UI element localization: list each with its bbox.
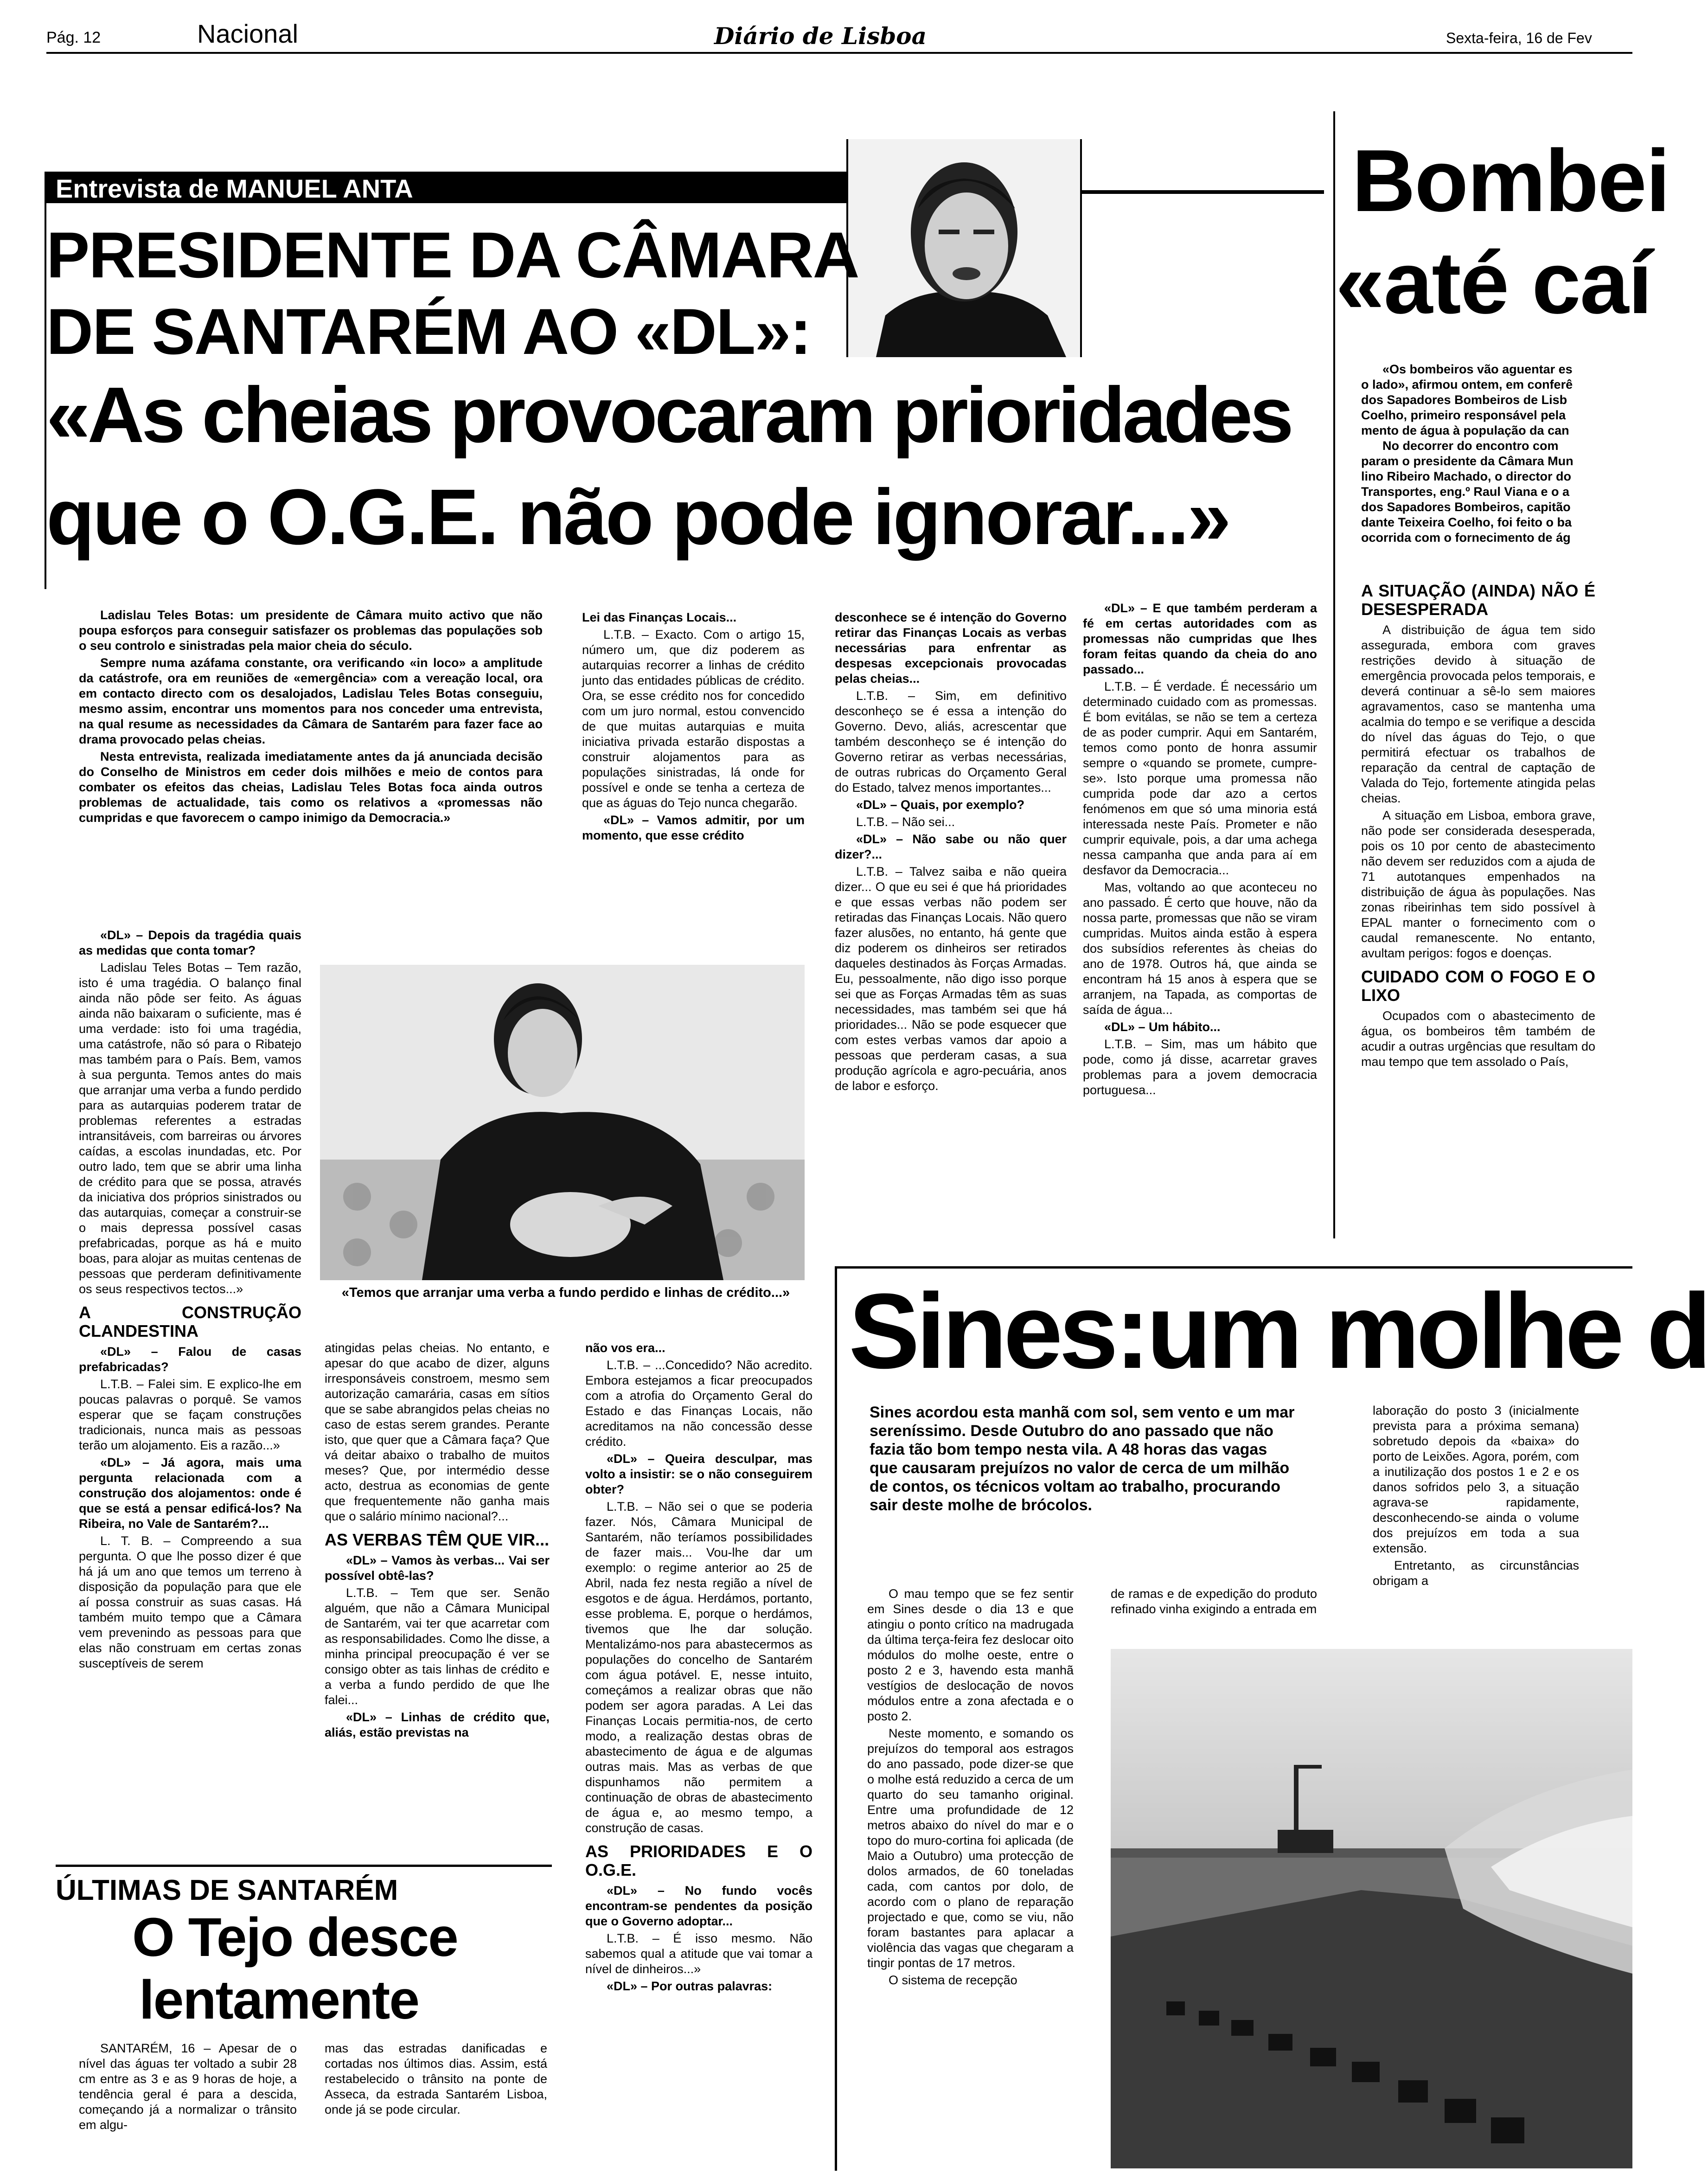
sines-paragraph: O mau tempo que se fez sentir em Sines desde o dia 13 e que atingiu o ponto crítico na madrugada da última terça-feira fez deslocar oito módulos do molhe oeste, entre o posto 2 e 3, havendo esta manhã vestígios de deslocação de novos módulos entre a zona afectada e o posto 2. <box>867 1587 1074 1723</box>
tejo-paragraph: SANTARÉM, 16 – Apesar de o nível das águas ter voltado a subir 28 cm entre as 3 e as 9 horas de hoje, a tendência geral é para a descida, começando já a normalizar o trânsito em algu- <box>79 2041 297 2132</box>
sines-column-2 <box>1111 1586 1317 1637</box>
sines-headline: Sines:um molhe d <box>849 1271 1708 1391</box>
tejo-paragraph: mas das estradas danificadas e cortadas nos últimos dias. Assim, está restabelecido o trânsito na ponte de Asseca, da estrada Santarém Lisboa, onde já se pode circular. <box>325 2041 547 2116</box>
answer: L.T.B. – Exacto. Com o artigo 15, número um, que diz poderem as autarquias recorrer a linhas de crédito junto das entidades públicas de crédito. Ora, se esse crédito nos for concedido com um juro normal, estou convencido de que muitas autarquias e muita iniciativa privada estarão dispostas a construir alojamentos para as populações sinistradas, lá onde for possível e onde se tenha a certeza de que as águas do Tejo nunca chegarão. <box>582 628 805 810</box>
sines-paragraph: Neste momento, e somando os prejuízos do temporal aos estragos do ano passado, pode dizer-se que o molhe está reduzido a cerca de um quarto do seu tamanho original. Entre uma profundidade de 12 metros abaixo do nível do mar e o topo do muro-cortina foi aplicada (de Maio a Outubro) uma protecção de dolos armados, de 60 toneladas cada, com cantos por dolo, de acordo com o plano de reparação projectado e que, como se viu, não foram bastantes para aplacar a violência das vagas que chegaram a tingir pontas de 17 metros. <box>867 1726 1074 1970</box>
interview-quote-2: que o O.G.E. não pode ignorar...» <box>46 473 1229 561</box>
masthead: Diário de Lisboa <box>714 22 927 50</box>
subhead-verbas: AS VERBAS TÊM QUE VIR... <box>325 1530 550 1549</box>
answer: L.T.B. – Falei sim. E explico-lhe em poucas palavras o porquê. Se vamos esperar que se façam construções tradicionais, nunca mais as pessoas terão um alojamento. Eis a razão...» <box>79 1377 301 1452</box>
answer: L.T.B. – ...Concedido? Não acredito. Embora estejamos a ficar preocupados com a atrofia do Orçamento Geral do Estado e das Finanças Locais, não acreditamos na não concessão desse crédito. <box>585 1358 812 1449</box>
question: «DL» – Linhas de crédito que, aliás, estão previstas na <box>325 1710 550 1739</box>
sines-paragraph: Entretanto, as circunstâncias obrigam a <box>1373 1558 1579 1588</box>
header-rule <box>46 52 1632 54</box>
sines-frame-top <box>835 1266 1632 1269</box>
question: «DL» – Por outras palavras: <box>607 1979 773 1993</box>
subhead-situacao: A SITUAÇÃO (AINDA) NÃO É DESESPERADA <box>1361 581 1595 619</box>
question: desconhece se é intenção do Governo retirar das Finanças Locais as verbas necessárias para enfrentar as despesas excepcionais provocadas pelas cheias... <box>835 610 1067 686</box>
bombeiros-paragraph: A situação em Lisboa, embora grave, não pode ser considerada desesperada, pois os 10 por cento de abastecimento não devem ser reduzidos com a ajuda de 71 autotanques empenhados na distribuição de água às populações. Nas zonas ribeirinhas tem sido possível à EPAL manter o fornecimento com o caudal remanescente. No entanto, avultam perigos: fogos e doenças. <box>1361 808 1595 960</box>
page-number: Pág. 12 <box>46 29 101 46</box>
answer: Mas, voltando ao que aconteceu no ano passado. É certo que houve, não da nossa parte, promessas que não se viram cumpridas. Muitos ainda estão à espera dos subsídios referentes às cheias do ano de 1978. Outros há, que ainda se encontram há 15 anos à espera que se arranjem, na Tapada, as comportas de saída de água... <box>1083 880 1317 1017</box>
photo-caption: «Temos que arranjar uma verba a fundo perdido e linhas de crédito...» <box>341 1285 790 1300</box>
lead-line: ocorrida com o fornecimento de ág <box>1361 531 1571 545</box>
question: «DL» – Falou de casas prefabricadas? <box>79 1345 301 1374</box>
question: não vos era... <box>585 1341 665 1355</box>
sines-breakwater-photo <box>1111 1649 1632 2168</box>
lead-line: dante Teixeira Coelho, foi feito o ba <box>1361 515 1572 529</box>
interview-headline-2: DE SANTARÉM AO «DL»: <box>46 295 811 368</box>
interview-column-1 <box>79 928 301 1855</box>
interview-column-3-bottom <box>585 1340 812 2157</box>
question: «DL» – Vamos às verbas... Vai ser possível obtê-las? <box>325 1553 550 1583</box>
sines-frame-left <box>835 1266 837 2171</box>
bombeiros-paragraph: Ocupados com o abastecimento de água, os bombeiros têm também de acudir a outras urgências que resultam do mau tempo que tem assolado o País, <box>1361 1009 1595 1069</box>
sines-lead <box>870 1403 1296 1556</box>
sines-paragraph: laboração do posto 3 (inicialmente prevista para a próxima semana) sobretudo depois da «baixa» do porto de Leixões. Agora, porém, com a inutilização dos postos 1 e 2 e os danos sofridos pelo 3, a situação agrava-se rapidamente, desconhecendo-se ainda o volume dos prejuízos em toda a sua extensão. <box>1373 1404 1579 1555</box>
interview-quote-1: «As cheias provocaram prioridades <box>46 371 1291 459</box>
answer: atingidas pelas cheias. No entanto, e apesar do que acabo de dizer, alguns irresponsáveis constroem, mesmo sem autorização camarária, casas em sítios que se sabe abrangidos pelas cheias no caso de estas serem grandes. Perante isto, que quer que a Câmara faça? Que vá deitar abaixo o trabalho de muitos meses? Que, por intermédio desse acto, destrua as economias de gente que frequentemente não ganha mais que o salário mínimo nacional?... <box>325 1341 550 1523</box>
lead-line: dos Sapadores Bombeiros de Lisb <box>1361 393 1567 407</box>
question: «DL» – Depois da tragédia quais as medidas que conta tomar? <box>79 928 301 957</box>
question: «DL» – E que também perderam a fé em certas autoridades com as promessas não cumpridas que lhes foram feitas quando da cheia do ano passado... <box>1083 601 1317 676</box>
answer: L.T.B. – Não sei o que se poderia fazer. Nós, Câmara Municipal de Santarém, não teríamos possibilidades de fazer mais... Vou-lhe dar um exemplo: o regime anterior ao 25 de Abril, nada fez nesta região a nível de esgotos e de água. Herdámos, portanto, esse problema. E, porque o herdámos, tivemos que lhe dar solução. Mentalizámo-nos para abastecermos as populações do concelho de Santarém com água potável. E, nesse intuito, começámos a realizar obras que não podem ser agora paradas. A Lei das Finanças Locais permitia-nos, de certo modo, a realização destas obras de abastecimento de água e de algumas outras mais. Mas as verbas de que dispunhamos não permitem a continuação de obras de abastecimento de água e, ao mesmo tempo, a construção de casas. <box>585 1500 812 1835</box>
interview-column-2-top <box>582 610 805 953</box>
interview-kicker: Entrevista de MANUEL ANTA <box>56 174 413 203</box>
interview-column-2-bottom <box>325 1340 550 1855</box>
lead-line: Transportes, eng.º Raul Viana e o a <box>1361 485 1570 499</box>
interviewee-portrait <box>846 139 1082 357</box>
answer: L.T.B. – Talvez saiba e não queira dizer... O que eu sei é que há prioridades e que essas verbas não podem ser retiradas das Finanças Locais. Não quero fazer alusões, no entanto, há gente que diz poderem os dinheiros ser retirados daqueles destinados às Forças Armadas. Eu, pessoalmente, não digo isso porque sei que as Forças Armadas têm as suas necessidades, mas também sei que há prioridades... Não se pode esquecer que com estes verbas vamos dar apoio a pessoas que perderam casas, a sua produção agrícola e agro-pecuária, anos de labor e esforço. <box>835 865 1067 1093</box>
bombeiros-body <box>1361 575 1595 1234</box>
tejo-column-a <box>79 2041 297 2157</box>
question: «DL» – Já agora, mais uma pergunta relacionada com a construção dos alojamentos: onde é que se está a pensar edificá-los? Na Ribeira, no Vale de Santarém?... <box>79 1455 301 1531</box>
subhead-construcao: A CONSTRUÇÃO CLANDESTINA <box>79 1303 301 1340</box>
bombeiros-headline-1: Bombei <box>1352 132 1670 230</box>
lead-line: param o presidente da Câmara Mun <box>1361 454 1574 468</box>
lead-line: lino Ribeiro Machado, o director do <box>1361 469 1572 483</box>
interview-column-3-top <box>835 610 1067 1250</box>
lead-line: o lado», afirmou ontem, em conferê <box>1361 378 1573 391</box>
tejo-headline-1: O Tejo desce <box>132 1907 458 1968</box>
tejo-kicker: ÚLTIMAS DE SANTARÉM <box>56 1874 398 1906</box>
section-name: Nacional <box>197 19 298 48</box>
lead-line: Coelho, primeiro responsável pela <box>1361 408 1566 422</box>
interviewee-photo <box>320 965 805 1280</box>
lead-line: dos Sapadores Bombeiros, capitão <box>1361 500 1571 514</box>
lead-line: «Os bombeiros vão aguentar es <box>1382 362 1573 376</box>
sines-paragraph: de ramas e de expedição do produto refinado vinha exigindo a entrada em <box>1111 1587 1317 1616</box>
sines-column-3 <box>1373 1403 1579 1635</box>
sines-column-1 <box>867 1586 1074 2166</box>
answer: L.T.B. – Sim, mas um hábito que pode, como já disse, acarretar graves problemas para a jovem democracia portuguesa... <box>1083 1037 1317 1097</box>
tejo-headline-2: lentamente <box>139 1969 419 2031</box>
answer: L.T.B. – É verdade. É necessário um determinado cuidado com as promessas. É bom evitálas, se não se tem a certeza de as poder cumprir. Aqui em Santarém, temos como ponto de honra assumir sempre o «quando se promete, cumpre-se». Isto porque uma promessa não cumprida pode dar azo a certos fenómenos em que só uma minoria está interessada neste País. Prometer e não cumprir equivale, pois, a dar uma achega nessa campanha que anda para aí em desfavor da Democracia... <box>1083 680 1317 877</box>
question: «DL» – Vamos admitir, por um momento, que esse crédito <box>582 813 805 842</box>
interview-headline-1: PRESIDENTE DA CÂMARA <box>46 218 859 291</box>
question: «DL» – Um hábito... <box>1104 1020 1221 1034</box>
answer: Ladislau Teles Botas – Tem razão, isto é uma tragédia. O balanço final ainda não pôde ser feito. As águas ainda não baixaram o suficiente, mas é uma verdade: isto foi uma tragédia, uma catástrofe, não só para o Ribatejo mas também para o País. Bem, vamos à sua pergunta. Temos antes do mais que arranjar uma verba a fundo perdido para as autarquias poderem tratar de problemas referentes a estradas intransitáveis, com barreiras ou árvores caídas, a escolas inundadas, etc. Por outro lado, tem que se abrir uma linha de crédito para que se possa, através da iniciativa dos próprios sinistrados ou das autarquias, começar a construir-se o mais depressa possível casas prefabricadas, porque as há e muito boas, para alojar as muitas centenas de pessoas que perderam definitivamente os seus respectivos tectos...» <box>79 961 301 1296</box>
sines-lead-paragraph: Sines acordou esta manhã com sol, sem vento e um mar sereníssimo. Desde Outubro do ano passado que não fazia tão bom tempo nesta vila. A 48 horas das vagas que causaram prejuízos no valor de cerca de um milhão de contos, os técnicos voltam ao trabalho, procurando sair deste molhe de brócolos. <box>870 1404 1295 1514</box>
answer: L.T.B. – Tem que ser. Senão alguém, que não a Câmara Municipal de Santarém, vai ter que acarretar com as responsabilidades. Como lhe disse, a minha principal preocupação é ver se consigo obter as tais linhas de crédito e a verba a fundo perdido de que lhe falei... <box>325 1586 550 1707</box>
sines-paragraph: O sistema de recepção <box>889 1973 1017 1987</box>
answer: L.T.B. – É isso mesmo. Não sabemos qual a atitude que vai tomar a nível de dinheiros...» <box>585 1931 812 1976</box>
tejo-top-rule <box>56 1865 552 1867</box>
answer: L. T. B. – Compreendo a sua pergunta. O que lhe posso dizer é que há já um ano que temos um terreno à disposição da população para que ele aí possa construir as suas casas. Há também muito tempo que a Câmara vem prevenindo as pessoas para que elas não construam em certas zonas susceptíveis de serem <box>79 1534 301 1670</box>
lead-line: No decorrer do encontro com <box>1382 439 1559 453</box>
question: «DL» – No fundo vocês encontram-se pendentes da posição que o Governo adoptar... <box>585 1884 812 1928</box>
question: «DL» – Não sabe ou não quer dizer?... <box>835 832 1067 861</box>
bombeiros-left-rule <box>1333 111 1335 1238</box>
question: «DL» – Quais, por exemplo? <box>856 798 1025 812</box>
lead-paragraph: Sempre numa azáfama constante, ora verificando «in loco» a amplitude da catástrofe, ora em reuniões de «emergência» com a vereação local, ora em contacto directo com os desalojados, Ladislau Teles Botas conseguiu, mesmo assim, encontrar uns momentos para nos conceder uma entrevista, na qual resume as necessidades da Câmara de Santarém para fazer face ao drama provocado pelas cheias. <box>79 656 543 746</box>
tejo-column-b <box>325 2041 547 2157</box>
answer: L.T.B. – Não sei... <box>856 815 955 829</box>
lead-paragraph: Nesta entrevista, realizada imediatamente antes da já anunciada decisão do Conselho de Ministros em ceder dois milhões e meio de contos para combater os efeitos das cheias, Ladislau Teles Botas foca ainda outros problemas de actualidade, tais como os relativos a «promessas não cumpridas e que favorecem o campo inimigo da Democracia.» <box>79 750 543 825</box>
bombeiros-lead <box>1361 362 1632 545</box>
question: Lei das Finanças Locais... <box>582 610 737 624</box>
left-edge-rule <box>45 172 46 589</box>
subhead-prioridades: AS PRIORIDADES E O O.G.E. <box>585 1842 812 1879</box>
bombeiros-headline-2: «até caí <box>1336 234 1652 332</box>
answer: L.T.B. – Sim, em definitivo desconheço se é essa a intenção do Governo. Devo, aliás, acrescentar que também desconheço se é intenção do Governo retirar as verbas necessárias, de outras rubricas do Orçamento Geral do Estado, talvez menos importantes... <box>835 689 1067 795</box>
subhead-fogo: CUIDADO COM O FOGO E O LIXO <box>1361 967 1595 1005</box>
bombeiros-paragraph: A distribuição de água tem sido assegurada, embora com graves restrições devido à situação de emergência provocada pelos temporais, e deverá continuar a sê-lo sem maiores agravamentos, caso se mantenha uma acalmia do tempo e se verifique a descida do nível das águas do Tejo, o que permitirá efectuar os trabalhos de reparação da central de captação de Valada do Tejo, fortemente atingida pelas cheias. <box>1361 623 1595 805</box>
question: «DL» – Queira desculpar, mas volto a insistir: se o não conseguirem obter? <box>585 1452 812 1496</box>
lead-paragraph: Ladislau Teles Botas: um presidente de Câmara muito activo que não poupa esforços para conseguir satisfazer os problemas das populações sob o seu controlo e sinistradas pela maior cheia do século. <box>79 608 543 653</box>
interview-column-4-top <box>1083 601 1317 1250</box>
page-date: Sexta-feira, 16 de Fev <box>1446 30 1592 46</box>
lead-line: mento de água à população da can <box>1361 423 1569 437</box>
interview-lead <box>79 608 543 923</box>
